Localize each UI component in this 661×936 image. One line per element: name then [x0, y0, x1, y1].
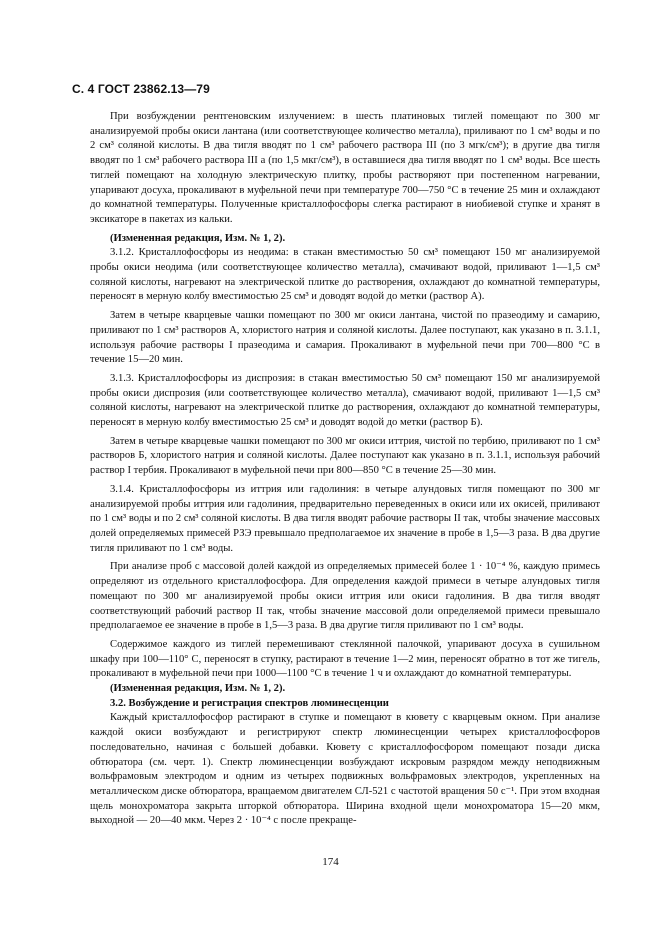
paragraph: Затем в четыре кварцевые чашки помещают по 300 мг окиси иттрия, чистой по тербию, приливают по 1 см³ растворов Б, хлористого натрия и соляной кислоты. Далее поступают как указано в п. 3.1.1, используя рабочий раствор I тербия. Прокаливают в муфельной печи при 800—850 °С в течение 25—30 мин. — [90, 435, 600, 477]
paragraph: Каждый кристаллофосфор растирают в ступке и помещают в кювету с кварцевым окном. При анализе каждой окиси возбуждают и регистрируют спектр люминесценции четырех кристаллофосфоров последовательно, начиная с большей добавки. Кювету с кристаллофосфором помещают позади диска обтюратора (см. черт. 1). Спектр люминесценции возбуждают искровым разрядом между неподвижным вольфрамовым электродом и одним из четырех подвижных вольфрамовых электродов, укрепленных на металлическом диске обтюратора, вращаемом двигателем СЛ-521 с частотой вращения 50 с⁻¹. При этом входная щель монохроматора закрыта шторкой обтюратора. Ширина входной щели монохроматора 15—20 мкм, выходной — 20—40 мкм. Через 2 · 10⁻⁴ с после прекраще- — [90, 712, 600, 827]
paragraph: 3.1.2. Кристаллофосфоры из неодима: в стакан вместимостью 50 см³ помещают 150 мг анализируемой пробы окиси неодима (или соответствующее количество металла), смачивают водой, приливают 1—1,5 см³ соляной кислоты, нагревают на электрической плитке до растворения, охлаждают до комнатной температуры, переносят в мерную колбу вместимостью 25 см³ и доводят водой до метки (раствор А). — [90, 247, 600, 303]
revision-note: (Измененная редакция, Изм. № 1, 2). — [110, 232, 286, 244]
paragraph: 3.1.4. Кристаллофосфоры из иттрия или гадолиния: в четыре алундовых тигля помещают по 300 мг анализируемой пробы иттрия или гадолиния, предварительно переведенных в окиси или их окисей, приливают по 1 см³ воды и по 2 см³ соляной кислоты. В два тигля вводят рабочие растворы II так, чтобы значение массовых долей определяемых примесей РЗЭ превышало предполагаемое их значение в пробе в 1,5—3 раза. В два другие тигля приливают по 1 см³ воды. — [90, 483, 600, 554]
section-heading: 3.2. Возбуждение и регистрация спектров люминесценции — [110, 697, 389, 709]
page-header: С. 4 ГОСТ 23862.13—79 — [72, 82, 210, 96]
page-number: 174 — [322, 856, 339, 868]
paragraph: При анализе проб с массовой долей каждой из определяемых примесей более 1 · 10⁻⁴ %, каждую примесь определяют из отдельного кристаллофосфора. Для определения каждой примеси в четыре алундовых тигля помещают по 300 мг анализируемой пробы окиси иттрия или окиси гадолиния. В два тигля вводят соответствующий рабочий раствор II так, чтобы значение массовой доли определяемой примеси превышало предполагаемое ее значение в пробе в 1,5—3 раза. В два другие тигля приливают по 1 см³ воды. — [90, 561, 600, 632]
paragraph: 3.1.3. Кристаллофосфоры из диспрозия: в стакан вместимостью 50 см³ помещают 150 мг анализируемой пробы окиси диспрозия (или соответствующее количество металла), смачивают водой, приливают 1—1,5 см³ соляной кислоты, нагревают на электрической плитке до растворения, охлаждают до комнатной температуры, переносят в мерную колбу вместимостью 25 см³ и доводят водой до метки (раствор Б). — [90, 372, 600, 429]
paragraph: При возбуждении рентгеновским излучением: в шесть платиновых тиглей помещают по 300 мг анализируемой пробы окиси лантана (или соответствующее количество металла), приливают по 1 см³ воды и по 2 см³ соляной кислоты. В два тигля вводят по 1 см³ рабочего раствора III (по 3 мгк/см³); в другие два тигля вводят по 1 см³ рабочего раствора III а (по 1,5 мкг/см³), в оставшиеся два тигля вводят по 1 см³ воды. Все шесть тиглей помещают на холодную электрическую плитку, пробы растворяют при постепенном нагревании, упаривают досуха, прокаливают в муфельной печи при температуре 700—750 °С в течение 25 мин и охлаждают до комнатной температуры. Полученные кристаллофосфоры слегка растирают в ниобиевой ступке и хранят в эксикаторе в пакетах из кальки. — [90, 111, 600, 225]
body-text — [90, 110, 600, 833]
paragraph: Содержимое каждого из тиглей перемешивают стеклянной палочкой, упаривают досуха в сушильном шкафу при 100—110° С, переносят в ступку, растирают в течение 1—2 мин, переносят обратно в тот же тигель, прокаливают в муфельной печи при 1000—1100 °С в течение 1 ч и охлаждают до комнатной температуры. — [90, 638, 600, 680]
paragraph: Затем в четыре кварцевые чашки помещают по 300 мг окиси лантана, чистой по празеодиму и самарию, приливают по 1 см³ растворов А, хлористого натрия и соляной кислоты. Далее поступают, как указано в п. 3.1.1, используя рабочие растворы I празеодима и самария. Прокаливают в муфельной печи при 700—800 °С в течение 15—20 мин. — [90, 310, 600, 366]
revision-note: (Измененная редакция, Изм. № 1, 2). — [110, 683, 286, 695]
